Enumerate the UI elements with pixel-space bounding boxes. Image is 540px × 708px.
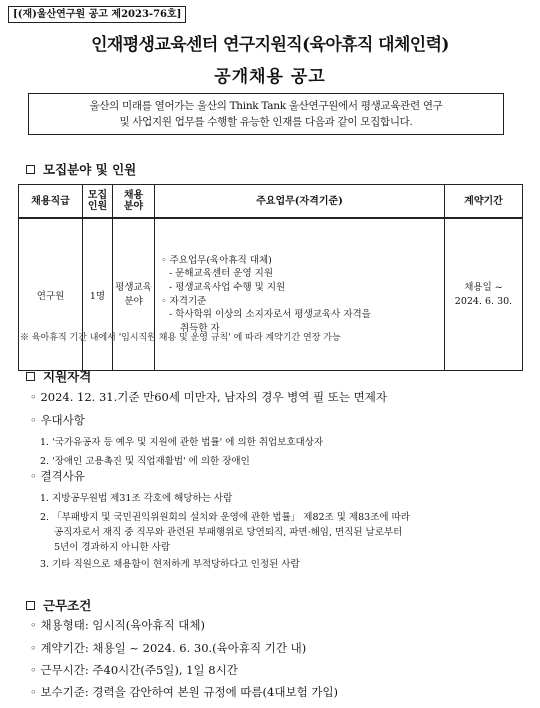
duty-line: ◦ 자격기준 [161,295,207,307]
square-bullet-icon [26,601,35,610]
section-qualification-title: 지원자격 [43,369,92,384]
header-field-line-1: 채용 [123,190,144,201]
condition-item: ◦ 근무시간: 주40시간(주5일), 1일 8시간 [30,663,238,677]
intro-text-line-1: 울산의 미래를 열어가는 울산의 Think Tank 울산연구원에서 평생교육관련 연구 [89,100,443,112]
section-recruit-title: 모집분야 및 인원 [43,162,137,177]
preference-item: 1. '국가유공자 등 예우 및 지원에 관한 법률' 에 의한 취업보호대상자 [40,437,324,448]
section-recruit-heading [26,160,136,178]
section-conditions-title: 근무조건 [43,598,92,613]
disqualify-item: 2. 「부패방지 및 국민권익위원회의 설치와 운영에 관한 법률」 제82조 및 제83조에 따라 [40,512,410,523]
header-count-line-1: 모집 [87,190,108,201]
disqualify-item: 1. 지방공무원법 제31조 각호에 해당하는 사람 [40,493,233,504]
cell-field-line-1: 평생교육 [115,281,152,293]
header-period: 계약기간 [445,185,523,219]
header-duties: 주요업무(자격기준) [155,185,445,219]
preference-item: 2. '장애인 고용촉진 및 직업재활법' 에 의한 장애인 [40,456,250,467]
qualification-main: ◦ 2024. 12. 31.기준 만60세 미만자, 남자의 경우 병역 필 또는 면제자 [30,390,387,404]
title-line-2: 공개채용 공고 [214,67,326,87]
title-line-1: 인재평생교육센터 연구지원직(육아휴직 대체인력) [91,35,449,55]
header-job: 채용직급 [19,185,83,219]
cell-period [445,218,523,371]
disqualify-item-cont: 공직자로서 재직 중 직무와 관련된 부패행위로 당연퇴직, 파면·해임, 면직된 날로부터 [54,527,403,538]
table-row [19,218,523,371]
section-qualification-heading [26,367,91,385]
duty-line: - 학사학위 이상의 소지자로서 평생교육사 자격을 [169,309,371,321]
condition-item: ◦ 채용형태: 임시직(육아휴직 대체) [30,618,206,632]
cell-period-line-2: 2024. 6. 30. [454,295,513,307]
duty-line: - 평생교육사업 수행 및 지원 [169,281,286,293]
notice-number: [(재)울산연구원 공고 제2023-76호] [8,6,186,23]
preference-title: ◦ 우대사항 [30,413,85,427]
cell-job: 연구원 [19,218,83,371]
table-footnote: ※ 육아휴직 기간 내에서 '임시직원 채용 및 운영 규칙' 에 따라 계약기간 연장 가능 [20,333,341,343]
disqualify-item: 3. 기타 직원으로 채용함이 현저하게 부적당하다고 인정된 사람 [40,559,300,570]
disqualify-title: ◦ 결격사유 [30,469,85,483]
duty-line: 취득한 자 [180,322,220,334]
intro-text-line-2: 및 사업지원 업무를 수행할 유능한 인재를 다음과 같이 모집합니다. [119,116,413,128]
duty-line: - 문해교육센터 운영 지원 [169,268,274,280]
cell-field-line-2: 분야 [124,295,143,307]
header-count [83,185,113,219]
intro-box [28,93,504,135]
square-bullet-icon [26,165,35,174]
cell-duties [155,218,445,371]
disqualify-item-cont: 5년이 경과하지 아니한 사람 [54,542,171,553]
header-count-line-2: 인원 [87,201,108,212]
duty-line: ◦ 주요업무(육아휴직 대체) [161,254,272,266]
condition-item: ◦ 보수기준: 경력을 감안하여 본원 규정에 따름(4대보험 가입) [30,685,339,699]
cell-field [113,218,155,371]
cell-period-line-1: 채용일 ~ [464,281,503,293]
header-field-line-2: 분야 [123,201,144,212]
header-field [113,185,155,219]
condition-item: ◦ 계약기간: 채용일 ~ 2024. 6. 30.(육아휴직 기간 내) [30,641,307,655]
cell-count: 1명 [83,218,113,371]
square-bullet-icon [26,372,35,381]
section-conditions-heading [26,596,91,614]
table-header-row [19,185,523,219]
